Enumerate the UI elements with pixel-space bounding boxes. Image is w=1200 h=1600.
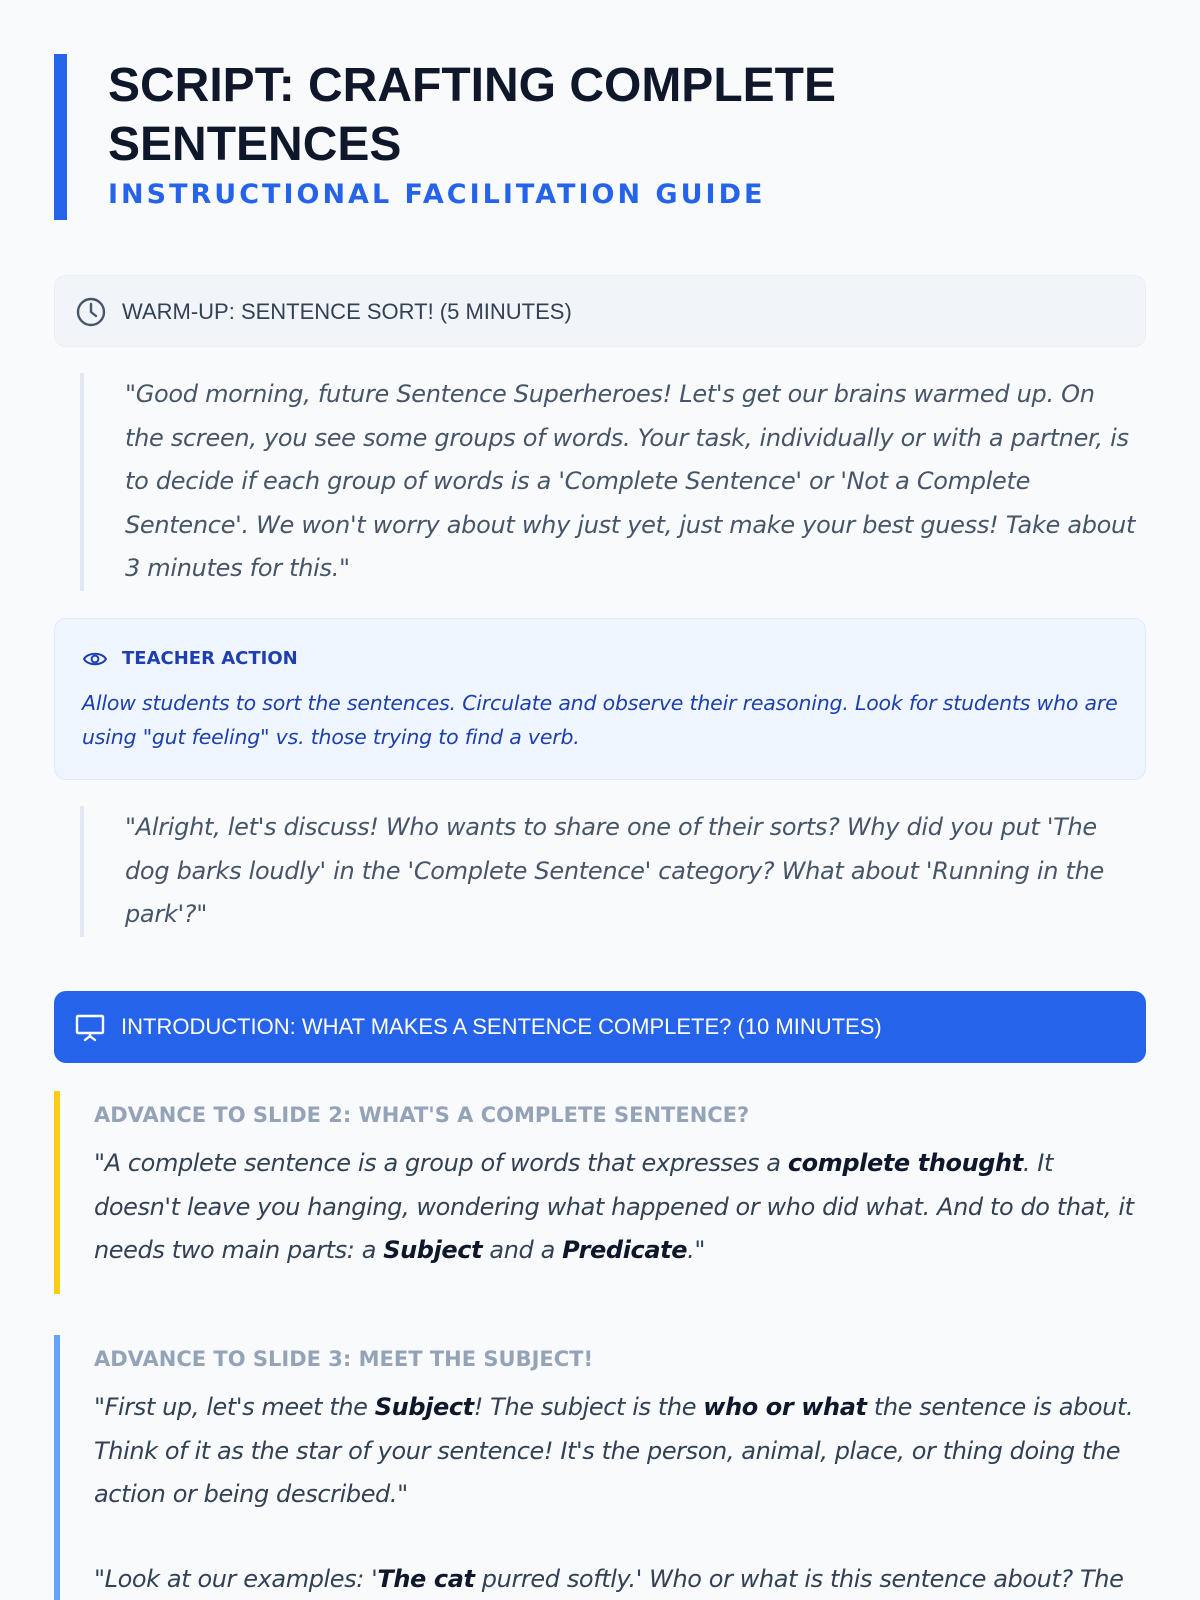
clock-icon [75,296,107,328]
script-quote-warmup-discuss: "Alright, let's discuss! Who wants to share one of their sorts? Why did you put 'The dog barks loudly' in the 'Complete Sentence' category? What about 'Running in the park'?" [80,806,1146,937]
example-subject: The cat [377,1564,475,1593]
term-predicate: Predicate [562,1236,688,1264]
slide-2-script: "A complete sentence is a group of words that expresses a complete thought. It doesn't leave you hanging, wondering what happened or who did what. And to do that, it needs two main parts: a Subject and a Predicate." [94,1149,1134,1264]
presentation-icon [74,1011,106,1043]
term-subject: Subject [383,1236,483,1264]
teacher-action-label: TEACHER ACTION [122,648,298,669]
script-quote-warmup-intro: "Good morning, future Sentence Superheroes! Let's get our brains warmed up. On the screen, you see some groups of words. Your task, individually or with a partner, is to decide if each group of words is a 'Complete Sentence' or 'Not a Complete Sentence'. We won't worry about why just yet, just make your best guess! Take about 3 minutes for this." [80,373,1146,591]
slide-3-examples-script: "Look at our examples: 'The cat purred softly.' Who or what is this sentence about? The [94,1564,1124,1593]
slide-2-heading: ADVANCE TO SLIDE 2: WHAT'S A COMPLETE SENTENCE? [94,1103,750,1127]
section-title-warmup: WARM-UP: SENTENCE SORT! (5 MINUTES) [122,299,572,324]
teacher-action-box [54,618,1146,780]
slide-3-heading: ADVANCE TO SLIDE 3: MEET THE SUBJECT! [94,1347,594,1371]
section-title-introduction: INTRODUCTION: WHAT MAKES A SENTENCE COMPLETE? (10 MINUTES) [121,1014,882,1039]
term-complete-thought: complete thought [787,1149,1023,1177]
term-subject: Subject [374,1393,474,1421]
slide-3-script: "First up, let's meet the Subject! The subject is the who or what the sentence is about. Think of it as the star of your sentence! It's the person, animal, place, or thing doing the action or being described." [94,1393,1134,1508]
section-header-warmup [54,275,1146,347]
slide-2-block [54,1091,1146,1294]
teacher-action-text: Allow students to sort the sentences. Circulate and observe their reasoning. Look for students who are using "gut feeling" vs. those trying to find a verb. [82,691,1118,749]
eye-icon [82,647,108,671]
section-header-introduction [54,991,1146,1063]
page-header [54,54,1159,220]
page-subtitle: INSTRUCTIONAL FACILITATION GUIDE [108,179,766,210]
slide-3-block [54,1335,1146,1600]
page-title: SCRIPT: CRAFTING COMPLETE SENTENCES [108,59,836,171]
term-who-or-what: who or what [703,1393,867,1421]
